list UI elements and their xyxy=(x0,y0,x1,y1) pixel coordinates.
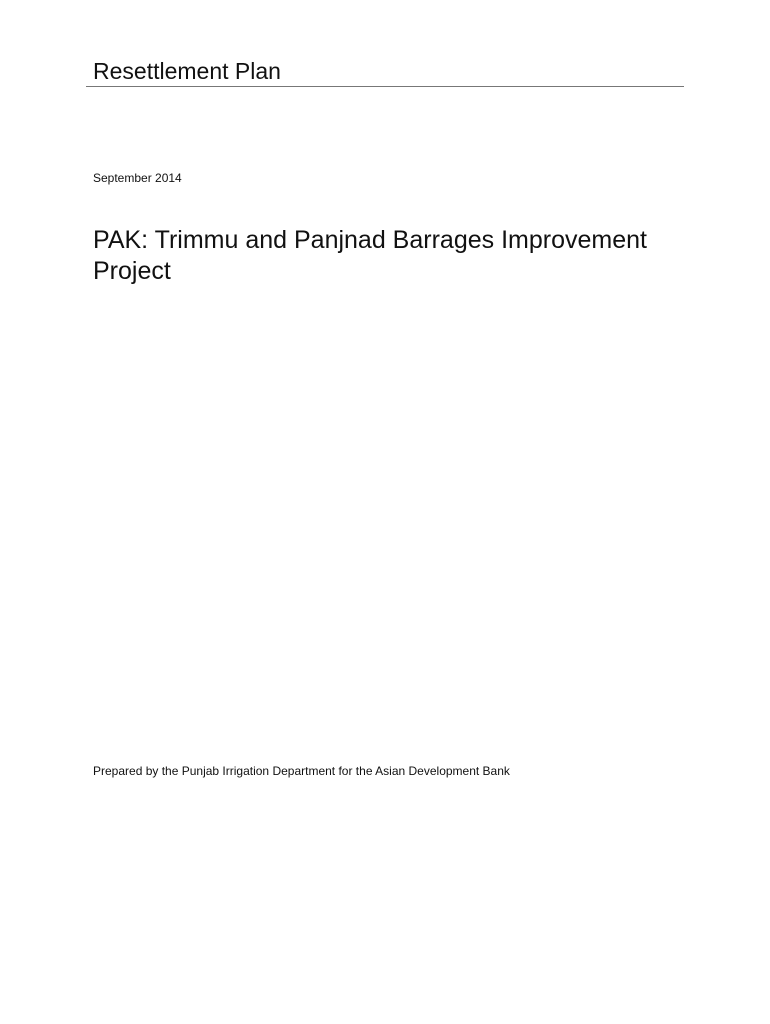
prepared-by-statement: Prepared by the Punjab Irrigation Department for the Asian Development Bank xyxy=(93,764,510,778)
project-title: PAK: Trimmu and Panjnad Barrages Improvement Project xyxy=(93,226,647,285)
document-type-heading: Resettlement Plan xyxy=(93,58,281,84)
document-date: September 2014 xyxy=(93,171,182,185)
header-divider xyxy=(86,86,684,87)
